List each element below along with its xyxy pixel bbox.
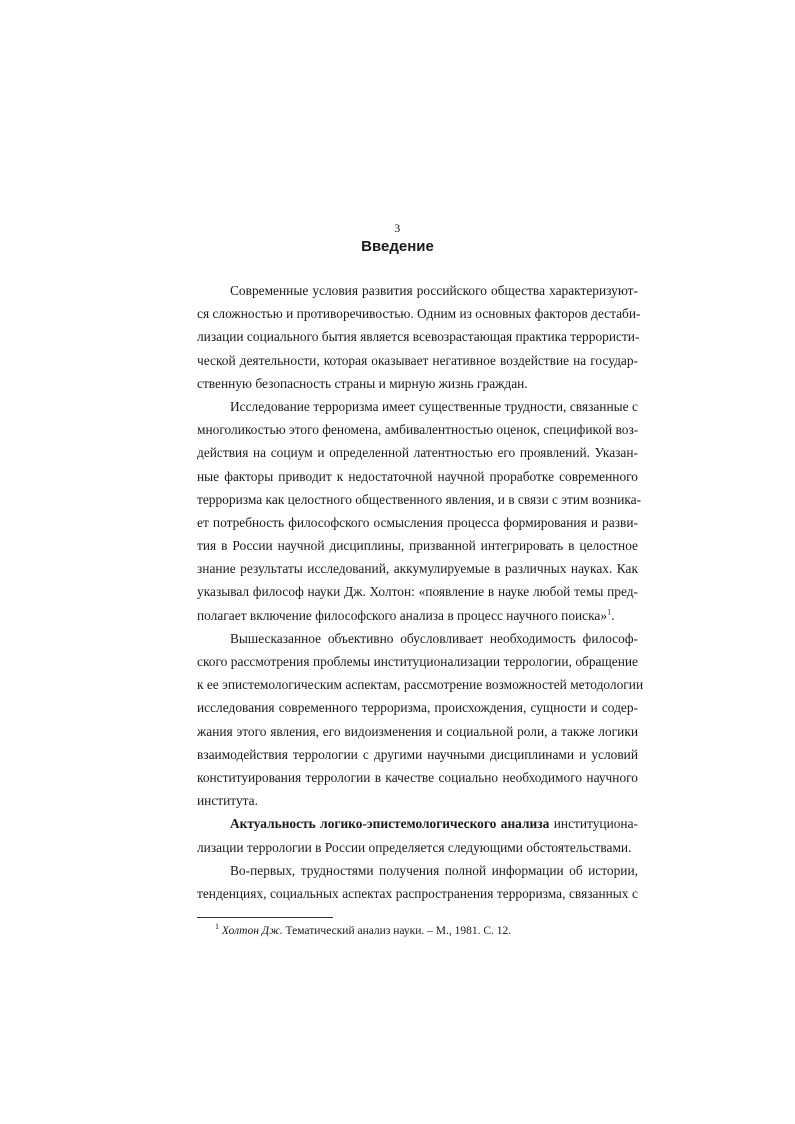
paragraph-2-line-end: . [611,607,615,623]
footnote-divider [197,917,333,918]
paragraph-2-line: Исследование терроризма имеет существенные трудности, связанные с [230,398,638,414]
paragraph-2-line-text: полагает включение философского анализа в процесс научного поиска» [197,607,608,623]
paragraph-3-line: института. [197,793,258,809]
footnote-number: 1 [215,922,219,932]
paragraph-3-line: конституирования террологии в качестве социально необходимого научного [197,769,638,785]
paragraph-1-line: Современные условия развития российского общества характеризуют- [230,283,638,298]
paragraph-4-first-line [197,812,638,835]
body-text [197,279,644,905]
paragraph-3-line: Вышесказанное объективно обусловливает необходимость философ- [230,630,638,646]
paragraph-5-line: тенденциях, социальных аспектах распространения терроризма, связанных с [197,885,638,901]
paragraph-2-line: знание результаты исследований, аккумулируемые в различных науках. Как [197,561,638,577]
paragraph-1-line: ственную безопасность страны и мирную жизнь граждан. [197,375,528,391]
paragraph-1-line: ся сложностью и противоречивостью. Одним из основных факторов дестаби- [197,306,641,322]
page-title: Введение [361,238,434,255]
paragraph-2-line: указывал философ науки Дж. Холтон: «появление в науке любой темы пред- [197,584,638,600]
paragraph-3-line: жания этого явления, его видоизменения и социальной роли, а также логики [197,723,638,739]
paragraph-3-line: исследования современного терроризма, происхождения, сущности и содер- [197,700,638,716]
footnote-text: Тематический анализ науки. – М., 1981. С. 12. [282,925,512,937]
paragraph-4-line: лизации террологии в России определяется следующими обстоятельствами. [197,839,632,855]
paragraph-3-line: взаимодействия террологии с другими научными дисциплинами и условий [197,746,638,762]
paragraph-2-last-line [197,604,638,627]
paragraph-2-line: тия в России научной дисциплины, призванной интегрировать в целостное [197,538,638,554]
paragraph-3-line: ского рассмотрения проблемы институционализации террологии, обращение [197,654,638,669]
footnote [215,923,511,939]
paragraph-2-line: многоликостью этого феномена, амбивалентностью оценок, спецификой воз- [197,422,639,438]
footnote-author: Холтон Дж. [221,925,283,937]
paragraph-2-line: ные факторы приводит к недостаточной научной проработке современного [197,468,638,484]
paragraph-4-lead-rest: институциона- [549,816,638,832]
paragraph-3-line: к ее эпистемологическим аспектам, рассмотрение возможностей методологии [197,677,644,693]
footnote-reference[interactable]: 1 [607,607,612,617]
paragraph-1-line: лизации социального бытия является всевозрастающая практика террористи- [197,329,640,345]
paragraph-2-line: ет потребность философского осмысления процесса формирования и разви- [197,514,638,530]
page-number: 3 [394,221,401,235]
paragraph-2-line: терроризма как целостного общественного явления, и в связи с этим возника- [197,491,642,507]
bold-lead-text: Актуальность логико-эпистемологического анализа [230,816,550,832]
paragraph-2-line: действия на социум и определенной латентностью его проявлений. Указан- [197,445,638,461]
paragraph-5-line: Во-первых, трудностями получения полной информации об истории, [230,862,638,878]
paragraph-1-line: ческой деятельности, которая оказывает негативное воздействие на государ- [197,352,638,368]
